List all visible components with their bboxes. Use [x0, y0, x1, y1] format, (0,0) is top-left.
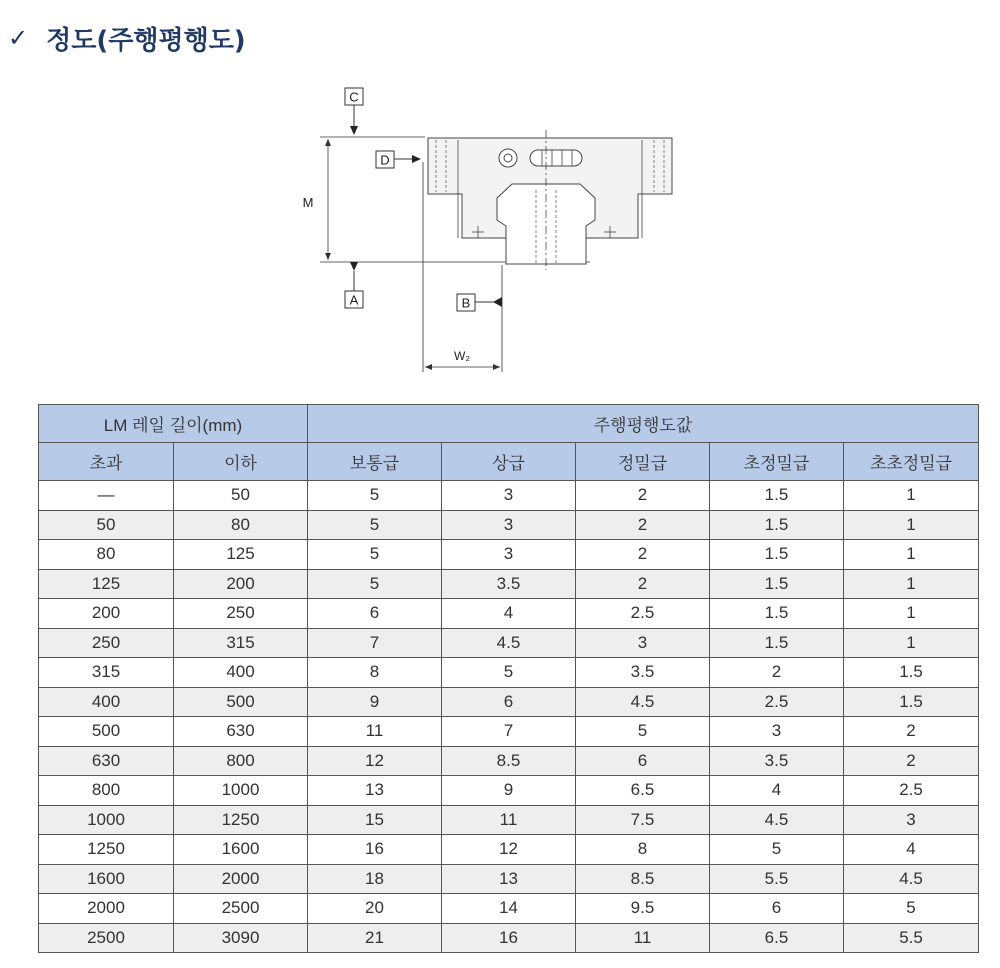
- table-cell: 6: [576, 746, 710, 776]
- table-cell: 1600: [39, 864, 174, 894]
- table-cell: 7: [442, 717, 576, 747]
- table-cell: 500: [174, 687, 308, 717]
- table-cell: 11: [576, 923, 710, 953]
- table-cell: 9.5: [576, 894, 710, 924]
- datum-a-label: A: [349, 292, 359, 308]
- table-cell: 500: [39, 717, 174, 747]
- table-cell: 125: [39, 569, 174, 599]
- table-cell: 2.5: [710, 687, 844, 717]
- table-cell: 1: [844, 481, 979, 511]
- table-cell: 2: [844, 717, 979, 747]
- table-cell: 3.5: [710, 746, 844, 776]
- table-cell: 5: [308, 481, 442, 511]
- table-cell: 4: [442, 599, 576, 629]
- group-header-parallelism: 주행평행도값: [308, 405, 979, 443]
- table-cell: 1000: [39, 805, 174, 835]
- table-cell: 50: [174, 481, 308, 511]
- table-cell: 18: [308, 864, 442, 894]
- table-cell: —: [39, 481, 174, 511]
- table-cell: 3: [442, 510, 576, 540]
- table-cell: 250: [174, 599, 308, 629]
- table-cell: 2: [710, 658, 844, 688]
- table-cell: 13: [442, 864, 576, 894]
- datum-c-label: C: [349, 89, 359, 105]
- table-cell: 2.5: [844, 776, 979, 806]
- table-row: [39, 540, 979, 570]
- table-cell: 80: [39, 540, 174, 570]
- table-cell: 4: [710, 776, 844, 806]
- table-cell: 13: [308, 776, 442, 806]
- table-row: [39, 569, 979, 599]
- table-row: [39, 923, 979, 953]
- table-cell: 1.5: [844, 687, 979, 717]
- table-cell: 20: [308, 894, 442, 924]
- check-icon: ✓: [8, 24, 29, 52]
- table-cell: 3: [576, 628, 710, 658]
- table-cell: 5: [710, 835, 844, 865]
- table-cell: 630: [39, 746, 174, 776]
- table-cell: 8.5: [442, 746, 576, 776]
- table-cell: 125: [174, 540, 308, 570]
- table-cell: 1.5: [710, 599, 844, 629]
- table-cell: 2: [576, 481, 710, 511]
- table-cell: 80: [174, 510, 308, 540]
- table-cell: 5: [844, 894, 979, 924]
- table-cell: 3: [844, 805, 979, 835]
- table-cell: 1.5: [710, 540, 844, 570]
- dimension-w2-label: W₂: [454, 349, 470, 363]
- table-cell: 1.5: [710, 628, 844, 658]
- table-cell: 7.5: [576, 805, 710, 835]
- table-row: [39, 717, 979, 747]
- table-cell: 1: [844, 540, 979, 570]
- table-cell: 8: [308, 658, 442, 688]
- table-row: [39, 658, 979, 688]
- table-cell: 3: [442, 481, 576, 511]
- table-cell: 5.5: [710, 864, 844, 894]
- column-header: 초초정밀급: [844, 443, 979, 481]
- table-cell: 16: [442, 923, 576, 953]
- table-cell: 315: [39, 658, 174, 688]
- table-cell: 3.5: [576, 658, 710, 688]
- table-cell: 250: [39, 628, 174, 658]
- table-row: [39, 599, 979, 629]
- table-cell: 8: [576, 835, 710, 865]
- datum-d-label: D: [380, 152, 390, 168]
- table-cell: 14: [442, 894, 576, 924]
- table-row: [39, 776, 979, 806]
- table-cell: 4.5: [844, 864, 979, 894]
- table-cell: 2000: [39, 894, 174, 924]
- table-cell: 5: [308, 540, 442, 570]
- datum-b-label: B: [461, 295, 471, 311]
- table-cell: 2: [576, 569, 710, 599]
- table-cell: 800: [39, 776, 174, 806]
- column-header: 보통급: [308, 443, 442, 481]
- table-cell: 1250: [174, 805, 308, 835]
- table-cell: 9: [442, 776, 576, 806]
- table-cell: 1.5: [710, 569, 844, 599]
- table-cell: 5: [308, 569, 442, 599]
- table-cell: 5: [308, 510, 442, 540]
- table-cell: 9: [308, 687, 442, 717]
- table-row: [39, 894, 979, 924]
- table-cell: 1250: [39, 835, 174, 865]
- table-cell: 630: [174, 717, 308, 747]
- table-cell: 1600: [174, 835, 308, 865]
- table-cell: 12: [442, 835, 576, 865]
- table-cell: 2.5: [576, 599, 710, 629]
- table-cell: 5: [576, 717, 710, 747]
- table-cell: 6: [308, 599, 442, 629]
- table-cell: 1: [844, 510, 979, 540]
- page-title: 정도(주행평행도): [46, 25, 246, 56]
- table-cell: 11: [308, 717, 442, 747]
- table-cell: 1: [844, 569, 979, 599]
- table-cell: 5: [442, 658, 576, 688]
- table-row: [39, 864, 979, 894]
- table-cell: 5.5: [844, 923, 979, 953]
- table-cell: 4: [844, 835, 979, 865]
- table-cell: 1.5: [844, 658, 979, 688]
- table-cell: 1: [844, 628, 979, 658]
- table-cell: 4.5: [442, 628, 576, 658]
- table-cell: 8.5: [576, 864, 710, 894]
- table-row: [39, 628, 979, 658]
- parallelism-table: [38, 404, 979, 953]
- column-header: 정밀급: [576, 443, 710, 481]
- table-cell: 12: [308, 746, 442, 776]
- table-group-header-row: [39, 405, 979, 443]
- table-cell: 400: [39, 687, 174, 717]
- table-cell: 6.5: [576, 776, 710, 806]
- table-row: [39, 510, 979, 540]
- column-header: 이하: [174, 443, 308, 481]
- table-row: [39, 746, 979, 776]
- table-cell: 6.5: [710, 923, 844, 953]
- table-cell: 50: [39, 510, 174, 540]
- table-cell: 11: [442, 805, 576, 835]
- group-header-rail-length: LM 레일 길이(mm): [39, 405, 308, 443]
- table-cell: 2500: [39, 923, 174, 953]
- table-cell: 3: [442, 540, 576, 570]
- column-header: 초과: [39, 443, 174, 481]
- table-cell: 1.5: [710, 481, 844, 511]
- table-cell: 4.5: [710, 805, 844, 835]
- table-cell: 200: [174, 569, 308, 599]
- table-cell: 200: [39, 599, 174, 629]
- table-cell: 1.5: [710, 510, 844, 540]
- table-cell: 1: [844, 599, 979, 629]
- table-cell: 800: [174, 746, 308, 776]
- dimension-m-label: M: [302, 195, 314, 210]
- table-column-header-row: [39, 443, 979, 481]
- table-row: [39, 835, 979, 865]
- table-cell: 21: [308, 923, 442, 953]
- table-cell: 4.5: [576, 687, 710, 717]
- table-cell: 6: [442, 687, 576, 717]
- table-cell: 3.5: [442, 569, 576, 599]
- table-cell: 6: [710, 894, 844, 924]
- table-cell: 2: [576, 540, 710, 570]
- table-row: [39, 805, 979, 835]
- table-cell: 3: [710, 717, 844, 747]
- table-cell: 2000: [174, 864, 308, 894]
- table-cell: 16: [308, 835, 442, 865]
- lm-guide-diagram: [290, 80, 710, 380]
- table-cell: 2500: [174, 894, 308, 924]
- page-heading: [8, 18, 246, 58]
- table-cell: 2: [576, 510, 710, 540]
- table-row: [39, 687, 979, 717]
- column-header: 초정밀급: [710, 443, 844, 481]
- table-cell: 1000: [174, 776, 308, 806]
- table-cell: 7: [308, 628, 442, 658]
- table-cell: 3090: [174, 923, 308, 953]
- table-cell: 400: [174, 658, 308, 688]
- table-cell: 15: [308, 805, 442, 835]
- column-header: 상급: [442, 443, 576, 481]
- table-cell: 315: [174, 628, 308, 658]
- table-cell: 2: [844, 746, 979, 776]
- table-row: [39, 481, 979, 511]
